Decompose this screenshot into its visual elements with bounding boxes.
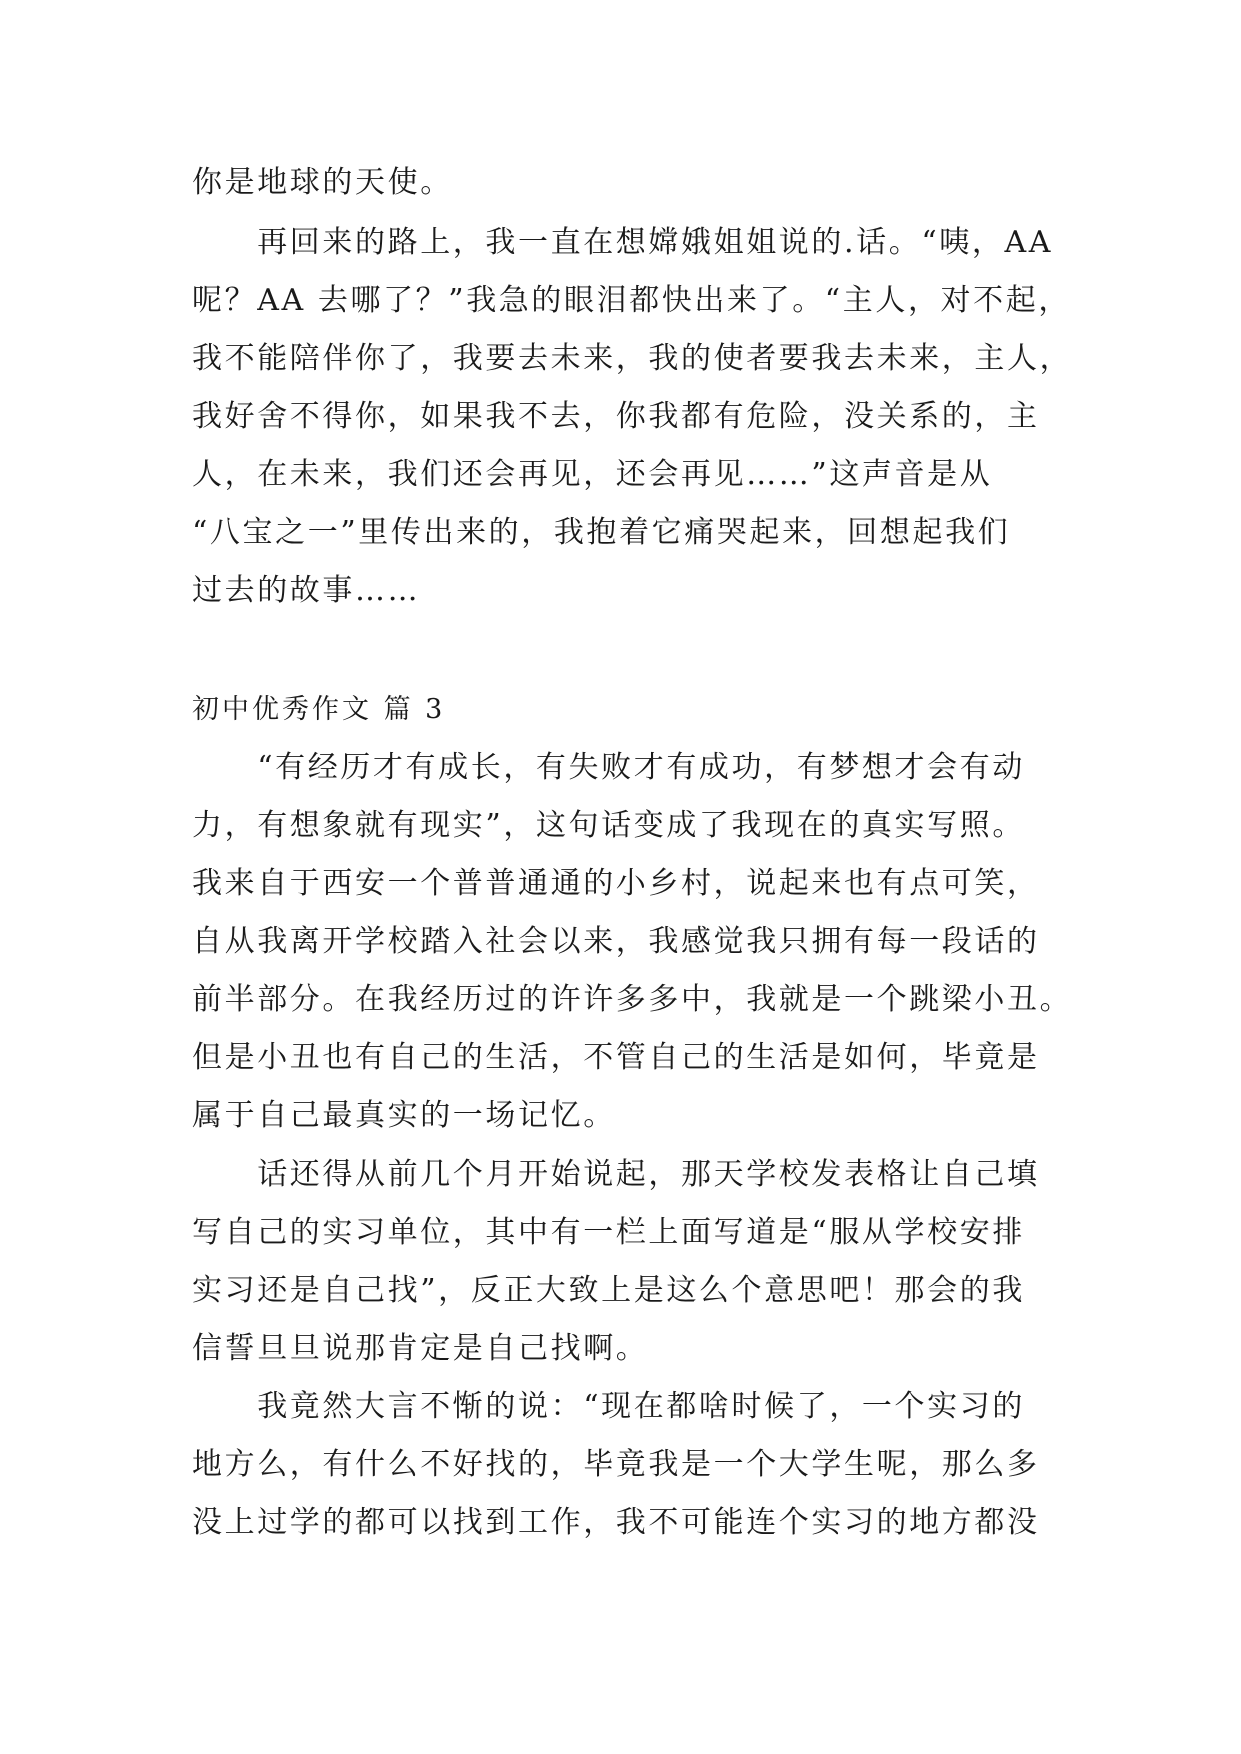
paragraph-line: 呢？AA 去哪了？”我急的眼泪都快出来了。“主人，对不起， (192, 283, 1071, 318)
paragraph-line: 前半部分。在我经历过的许许多多中，我就是一个跳梁小丑。 (192, 982, 1073, 1017)
article-heading: 初中优秀作文 篇 3 (192, 694, 446, 725)
paragraph-line: “八宝之一”里传出来的，我抱着它痛哭起来，回想起我们 (192, 515, 1011, 550)
paragraph-line: 自从我离开学校踏入社会以来，我感觉我只拥有每一段话的 (192, 924, 1040, 959)
paragraph-line: 我竟然大言不惭的说：“现在都啥时候了，一个实习的 (192, 1389, 1025, 1424)
paragraph-line: 我来自于西安一个普普通通的小乡村，说起来也有点可笑， (192, 866, 1040, 901)
paragraph-line: 写自己的实习单位，其中有一栏上面写道是“服从学校安排 (192, 1215, 1025, 1250)
paragraph-line: 没上过学的都可以找到工作，我不可能连个实习的地方都没 (192, 1505, 1040, 1540)
paragraph-line: “有经历才有成长，有失败才有成功，有梦想才会有动 (192, 750, 1025, 785)
paragraph-line: 地方么，有什么不好找的，毕竟我是一个大学生呢，那么多 (192, 1447, 1040, 1482)
paragraph-line: 实习还是自己找”，反正大致上是这么个意思吧！那会的我 (192, 1273, 1025, 1308)
paragraph-line: 我不能陪伴你了，我要去未来，我的使者要我去未来，主人， (192, 341, 1073, 376)
paragraph-line: 信誓旦旦说那肯定是自己找啊。 (192, 1331, 649, 1366)
paragraph-line: 属于自己最真实的一场记忆。 (192, 1098, 616, 1133)
paragraph-line: 话还得从前几个月开始说起，那天学校发表格让自己填 (192, 1157, 1040, 1192)
paragraph-line: 但是小丑也有自己的生活，不管自己的生活是如何，毕竟是 (192, 1040, 1040, 1075)
paragraph-line: 力，有想象就有现实”，这句话变成了我现在的真实写照。 (192, 808, 1025, 843)
paragraph-line: 你是地球的天使。 (192, 165, 453, 200)
paragraph-line: 人，在未来，我们还会再见，还会再见……”这声音是从 (192, 457, 993, 492)
paragraph-line: 我好舍不得你，如果我不去，你我都有危险，没关系的，主 (192, 399, 1040, 434)
paragraph-line: 再回来的路上，我一直在想嫦娥姐姐说的.话。“咦，AA (192, 225, 1054, 260)
paragraph-line: 过去的故事…… (192, 573, 421, 608)
